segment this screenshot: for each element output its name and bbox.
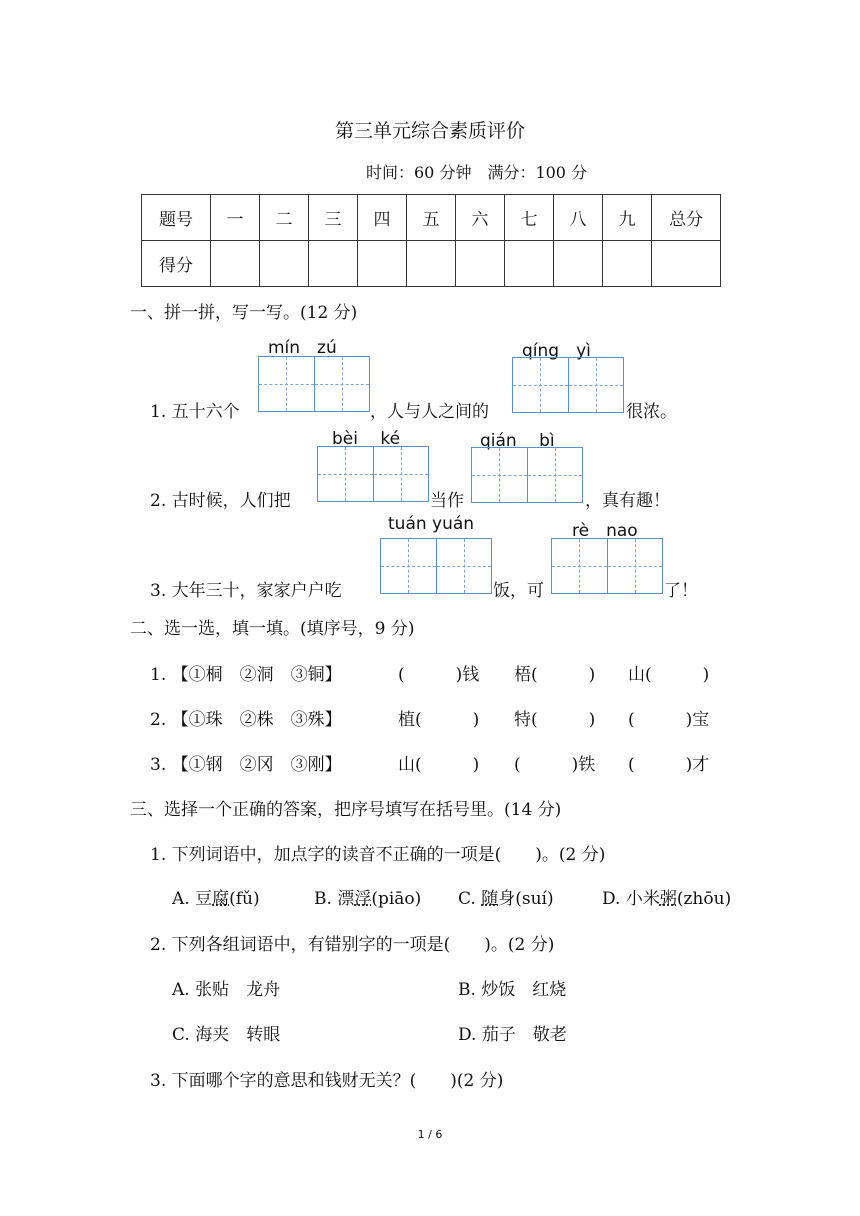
dotted-char: 浮 — [354, 889, 372, 909]
pinyin-label: rè nao — [572, 521, 638, 541]
question-stem: 1. 下列词语中，加点字的读音不正确的一项是( )。(2 分) — [150, 845, 606, 865]
choice-c[interactable]: C. 海夹 转眼 — [172, 1025, 281, 1045]
choice-b[interactable]: B. 炒饭 红烧 — [458, 980, 567, 1000]
score-input-cell[interactable] — [603, 241, 652, 287]
page-title: 第三单元综合素质评价 — [334, 120, 525, 142]
choice-a[interactable] — [172, 884, 260, 909]
table-cell: 九 — [603, 195, 652, 241]
choice-text: D. 小米 — [602, 889, 660, 909]
writing-grid[interactable] — [380, 538, 492, 594]
fill-blank[interactable]: 山( ) — [628, 665, 710, 685]
writing-grid[interactable] — [471, 447, 583, 503]
section-2-heading: 二、选一选，填一填。(填序号，9 分) — [130, 619, 415, 639]
question-text: 2. 古时候，人们把 — [150, 491, 291, 511]
dotted-char: 腐 — [212, 889, 230, 909]
fill-blank[interactable]: 特( ) — [514, 710, 596, 730]
question-text: 很浓。 — [626, 402, 677, 422]
score-input-cell[interactable] — [260, 241, 309, 287]
choice-d[interactable]: D. 茄子 敬老 — [458, 1025, 567, 1045]
option-set: 2. 【①珠 ②株 ③殊】 — [150, 710, 342, 730]
pinyin-label: qíng yì — [522, 341, 591, 361]
table-cell: 五 — [407, 195, 456, 241]
table-cell: 二 — [260, 195, 309, 241]
score-table-score-row — [142, 241, 721, 287]
fill-blank[interactable]: ( )铁 — [514, 755, 596, 775]
choice-text: C. — [458, 889, 482, 909]
question-text: ，人与人之间的 — [370, 402, 489, 422]
choice-text: B. 漂 — [314, 889, 355, 909]
table-cell: 一 — [211, 195, 260, 241]
fill-blank[interactable]: ( )才 — [628, 755, 710, 775]
writing-grid[interactable] — [258, 356, 370, 412]
question-text: 当作 — [430, 491, 464, 511]
option-set: 1. 【①桐 ②洞 ③铜】 — [150, 665, 342, 685]
fill-blank[interactable]: 梧( ) — [514, 665, 596, 685]
table-cell: 题号 — [142, 195, 211, 241]
choice-d[interactable] — [602, 884, 731, 909]
score-input-cell[interactable] — [554, 241, 603, 287]
score-input-cell[interactable] — [309, 241, 358, 287]
pinyin-label: tuán yuán — [388, 514, 475, 534]
score-input-cell[interactable] — [407, 241, 456, 287]
table-cell: 三 — [309, 195, 358, 241]
question-stem: 3. 下面哪个字的意思和钱财无关？( )(2 分) — [150, 1071, 504, 1091]
fill-blank[interactable]: ( )钱 — [398, 665, 480, 685]
choice-text: (zhōu) — [676, 889, 732, 909]
choice-b[interactable] — [314, 884, 421, 909]
question-stem: 2. 下列各组词语中，有错别字的一项是( )。(2 分) — [150, 935, 555, 955]
choice-text: A. 豆 — [172, 889, 213, 909]
score-table-header-row — [142, 195, 721, 241]
exam-meta: 时间：60 分钟 满分：100 分 — [366, 163, 588, 182]
writing-grid[interactable] — [551, 538, 663, 594]
dotted-char: 粥 — [659, 889, 677, 909]
score-input-cell[interactable] — [652, 241, 721, 287]
question-text: 3. 大年三十，家家户户吃 — [150, 581, 342, 601]
table-cell: 四 — [358, 195, 407, 241]
fill-blank[interactable]: ( )宝 — [628, 710, 710, 730]
page-number: 1 / 6 — [417, 1128, 443, 1141]
table-cell: 总分 — [652, 195, 721, 241]
section-3-heading: 三、选择一个正确的答案，把序号填写在括号里。(14 分) — [130, 800, 562, 820]
pinyin-label: qián bì — [480, 431, 555, 451]
score-input-cell[interactable] — [358, 241, 407, 287]
pinyin-label: bèi ké — [332, 429, 401, 449]
question-text: 了！ — [664, 581, 698, 601]
pinyin-label: mín zú — [268, 338, 337, 358]
choice-a[interactable]: A. 张贴 龙舟 — [172, 980, 281, 1000]
score-input-cell[interactable] — [456, 241, 505, 287]
question-text: ，真有趣！ — [585, 491, 670, 511]
table-cell: 七 — [505, 195, 554, 241]
option-set: 3. 【①钢 ②冈 ③刚】 — [150, 755, 342, 775]
choice-text: 身(suí) — [498, 889, 554, 909]
choice-c[interactable] — [458, 884, 554, 909]
question-text: 1. 五十六个 — [150, 402, 240, 422]
choice-text: (piāo) — [371, 889, 422, 909]
dotted-char: 随 — [481, 889, 499, 909]
fill-blank[interactable]: 植( ) — [398, 710, 480, 730]
question-text: 饭，可 — [493, 581, 544, 601]
table-cell: 六 — [456, 195, 505, 241]
section-1-heading: 一、拼一拼，写一写。(12 分) — [130, 303, 358, 323]
score-input-cell[interactable] — [211, 241, 260, 287]
score-table — [141, 194, 721, 287]
writing-grid[interactable] — [317, 446, 429, 502]
writing-grid[interactable] — [512, 357, 624, 413]
table-cell: 八 — [554, 195, 603, 241]
table-cell: 得分 — [142, 241, 211, 287]
score-input-cell[interactable] — [505, 241, 554, 287]
fill-blank[interactable]: 山( ) — [398, 755, 480, 775]
choice-text: (fǔ) — [229, 889, 260, 909]
